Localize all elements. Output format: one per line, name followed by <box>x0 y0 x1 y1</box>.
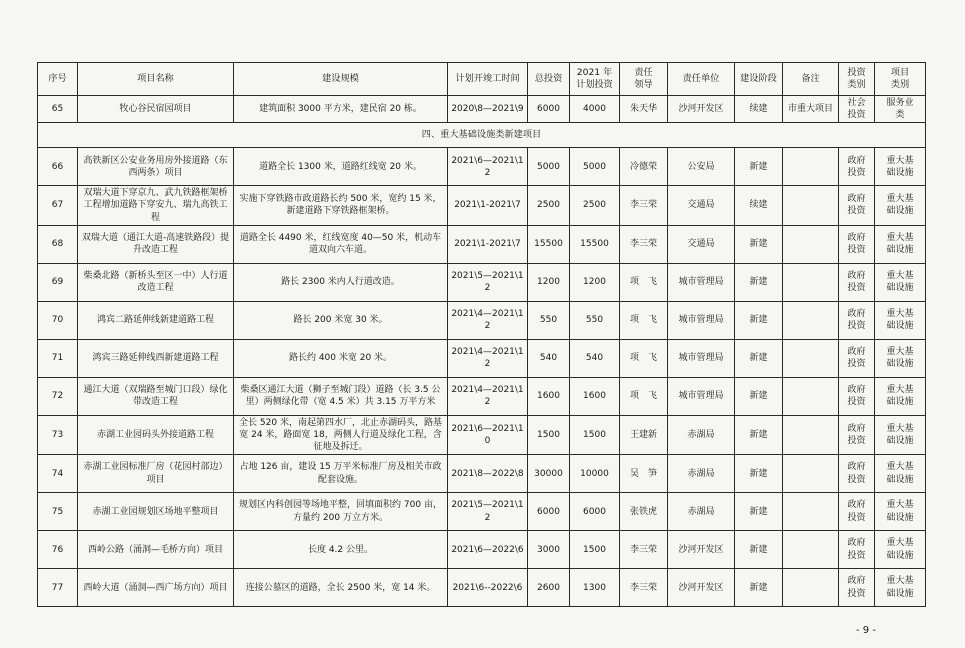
cell-period: 2021\5—2021\12 <box>448 263 528 301</box>
cell-unit: 公安局 <box>668 148 735 186</box>
cell-name: 赤湖工业园标准厂房（花园村部边）项目 <box>78 455 234 493</box>
cell-scale: 实施下穿铁路市政道路长约 500 米，宽约 15 米，新建道路下穿铁路框架桥。 <box>234 186 448 225</box>
cell-note <box>783 377 839 415</box>
cell-leader: 朱天华 <box>620 96 668 123</box>
cell-scale: 路长约 400 米宽 20 米。 <box>234 339 448 377</box>
cell-no: 67 <box>38 186 78 225</box>
cell-no: 68 <box>38 225 78 263</box>
column-header: 建设阶段 <box>735 63 783 96</box>
cell-invest-type: 政府 投资 <box>839 377 875 415</box>
cell-no: 75 <box>38 493 78 531</box>
cell-period: 2021\1-2021\7 <box>448 225 528 263</box>
cell-invest-type: 政府 投资 <box>839 455 875 493</box>
cell-leader: 项 飞 <box>620 377 668 415</box>
table-row <box>38 148 926 186</box>
cell-plan2021: 5000 <box>570 148 620 186</box>
cell-project-type: 重大基 础设施 <box>875 415 926 454</box>
cell-scale: 路长 2300 米内人行道改造。 <box>234 263 448 301</box>
cell-period: 2021\6—2022\6 <box>448 531 528 569</box>
cell-plan2021: 540 <box>570 339 620 377</box>
cell-no: 76 <box>38 531 78 569</box>
cell-invest-type: 政府 投资 <box>839 263 875 301</box>
table-row <box>38 339 926 377</box>
cell-period: 2021\4—2021\12 <box>448 339 528 377</box>
table-row <box>38 531 926 569</box>
cell-total: 1200 <box>528 263 570 301</box>
cell-leader: 张铁虎 <box>620 493 668 531</box>
cell-total: 6000 <box>528 493 570 531</box>
cell-invest-type: 政府 投资 <box>839 339 875 377</box>
cell-leader: 李三荣 <box>620 225 668 263</box>
cell-stage: 新建 <box>735 377 783 415</box>
cell-unit: 城市管理局 <box>668 263 735 301</box>
cell-project-type: 重大基 础设施 <box>875 339 926 377</box>
page-number: - 9 - <box>856 625 876 636</box>
column-header: 项目 类别 <box>875 63 926 96</box>
cell-total: 540 <box>528 339 570 377</box>
column-header: 2021 年 计划投资 <box>570 63 620 96</box>
cell-plan2021: 15500 <box>570 225 620 263</box>
cell-no: 77 <box>38 569 78 607</box>
cell-no: 71 <box>38 339 78 377</box>
column-header: 项目名称 <box>78 63 234 96</box>
cell-invest-type: 政府 投资 <box>839 569 875 607</box>
cell-period: 2021\4—2021\12 <box>448 377 528 415</box>
cell-scale: 连接公墓区的道路，全长 2500 米，宽 14 米。 <box>234 569 448 607</box>
cell-total: 2500 <box>528 186 570 225</box>
cell-scale: 规划区内科创园等场地平整，回填面积约 700 亩，方量约 200 万立方米。 <box>234 493 448 531</box>
cell-plan2021: 1500 <box>570 531 620 569</box>
table-row <box>38 263 926 301</box>
cell-name: 赤湖工业园规划区场地平整项目 <box>78 493 234 531</box>
cell-unit: 沙河开发区 <box>668 569 735 607</box>
table-row <box>38 493 926 531</box>
cell-project-type: 重大基 础设施 <box>875 263 926 301</box>
cell-no: 69 <box>38 263 78 301</box>
cell-project-type: 重大基 础设施 <box>875 377 926 415</box>
cell-leader: 王建新 <box>620 415 668 454</box>
cell-note <box>783 339 839 377</box>
cell-scale: 全长 520 米，南起第四水厂，北止赤湖码头，路基宽 24 米，路面宽 18，两侧人行道及绿化工程，含征地及拆迁。 <box>234 415 448 454</box>
cell-stage: 续建 <box>735 186 783 225</box>
cell-name: 牧心谷民宿园项目 <box>78 96 234 123</box>
cell-total: 1500 <box>528 415 570 454</box>
table-header-row <box>38 63 926 96</box>
cell-stage: 新建 <box>735 225 783 263</box>
cell-name: 西岭大道（涌洞—西广场方向）项目 <box>78 569 234 607</box>
cell-project-type: 服务业 类 <box>875 96 926 123</box>
cell-total: 550 <box>528 301 570 339</box>
table-row <box>38 569 926 607</box>
cell-name: 西岭公路（涌洞—毛桥方向）项目 <box>78 531 234 569</box>
cell-stage: 新建 <box>735 148 783 186</box>
cell-note <box>783 263 839 301</box>
cell-stage: 新建 <box>735 455 783 493</box>
cell-leader: 李三荣 <box>620 569 668 607</box>
cell-unit: 赤湖局 <box>668 455 735 493</box>
cell-invest-type: 政府 投资 <box>839 186 875 225</box>
cell-stage: 新建 <box>735 301 783 339</box>
cell-project-type: 重大基 础设施 <box>875 569 926 607</box>
cell-unit: 沙河开发区 <box>668 96 735 123</box>
cell-leader: 李三荣 <box>620 531 668 569</box>
cell-project-type: 重大基 础设施 <box>875 301 926 339</box>
cell-leader: 项 飞 <box>620 339 668 377</box>
cell-unit: 城市管理局 <box>668 339 735 377</box>
cell-period: 2021\5—2021\12 <box>448 493 528 531</box>
cell-note <box>783 493 839 531</box>
cell-note <box>783 455 839 493</box>
cell-total: 3000 <box>528 531 570 569</box>
cell-plan2021: 10000 <box>570 455 620 493</box>
project-table <box>37 62 926 607</box>
column-header: 总投资 <box>528 63 570 96</box>
cell-plan2021: 1500 <box>570 415 620 454</box>
column-header: 序号 <box>38 63 78 96</box>
column-header: 责任单位 <box>668 63 735 96</box>
cell-invest-type: 政府 投资 <box>839 493 875 531</box>
cell-project-type: 重大基 础设施 <box>875 493 926 531</box>
cell-plan2021: 1600 <box>570 377 620 415</box>
cell-name: 鸿宾三路延伸线西新建道路工程 <box>78 339 234 377</box>
cell-scale: 占地 126 亩，建设 15 万平米标准厂房及相关市政配套设施。 <box>234 455 448 493</box>
cell-name: 双瑞大道下穿京九、武九铁路框架桥工程增加道路下穿安九、瑞九高铁工程 <box>78 186 234 225</box>
cell-no: 66 <box>38 148 78 186</box>
cell-note <box>783 569 839 607</box>
cell-invest-type: 政府 投资 <box>839 301 875 339</box>
section-title: 四、重大基础设施类新建项目 <box>38 123 926 148</box>
cell-project-type: 重大基 础设施 <box>875 455 926 493</box>
cell-plan2021: 6000 <box>570 493 620 531</box>
cell-no: 72 <box>38 377 78 415</box>
cell-plan2021: 4000 <box>570 96 620 123</box>
column-header: 责任 领导 <box>620 63 668 96</box>
cell-project-type: 重大基 础设施 <box>875 225 926 263</box>
cell-unit: 赤湖局 <box>668 493 735 531</box>
column-header: 投资 类别 <box>839 63 875 96</box>
cell-leader: 李三荣 <box>620 186 668 225</box>
cell-total: 15500 <box>528 225 570 263</box>
cell-plan2021: 1200 <box>570 263 620 301</box>
cell-no: 74 <box>38 455 78 493</box>
cell-stage: 新建 <box>735 339 783 377</box>
cell-invest-type: 政府 投资 <box>839 415 875 454</box>
cell-leader: 冷德荣 <box>620 148 668 186</box>
cell-note <box>783 186 839 225</box>
cell-note: 市重大项目 <box>783 96 839 123</box>
cell-invest-type: 社会 投资 <box>839 96 875 123</box>
cell-leader: 项 飞 <box>620 301 668 339</box>
cell-note <box>783 301 839 339</box>
column-header: 备注 <box>783 63 839 96</box>
table-row <box>38 225 926 263</box>
cell-name: 高铁新区公安业务用房外接道路（东西两条）项目 <box>78 148 234 186</box>
section-row <box>38 123 926 148</box>
cell-name: 柴桑北路（新桥头至区一中）人行道改造工程 <box>78 263 234 301</box>
table-row <box>38 455 926 493</box>
cell-period: 2021\6—2021\12 <box>448 148 528 186</box>
cell-invest-type: 政府 投资 <box>839 225 875 263</box>
cell-invest-type: 政府 投资 <box>839 148 875 186</box>
cell-no: 65 <box>38 96 78 123</box>
cell-project-type: 重大基 础设施 <box>875 148 926 186</box>
cell-plan2021: 2500 <box>570 186 620 225</box>
table-row <box>38 415 926 454</box>
cell-period: 2021\8—2022\8 <box>448 455 528 493</box>
cell-leader: 吴 笋 <box>620 455 668 493</box>
cell-scale: 建筑面积 3000 平方米，建民宿 20 栋。 <box>234 96 448 123</box>
cell-unit: 沙河开发区 <box>668 531 735 569</box>
cell-note <box>783 531 839 569</box>
cell-total: 1600 <box>528 377 570 415</box>
cell-scale: 道路全长 1300 米，道路红线宽 20 米。 <box>234 148 448 186</box>
cell-plan2021: 550 <box>570 301 620 339</box>
cell-unit: 交通局 <box>668 186 735 225</box>
cell-stage: 新建 <box>735 263 783 301</box>
cell-period: 2021\1-2021\7 <box>448 186 528 225</box>
cell-total: 2600 <box>528 569 570 607</box>
cell-plan2021: 1300 <box>570 569 620 607</box>
table-row <box>38 377 926 415</box>
cell-period: 2021\6--2022\6 <box>448 569 528 607</box>
column-header: 建设规模 <box>234 63 448 96</box>
cell-leader: 项 飞 <box>620 263 668 301</box>
cell-period: 2021\6—2021\10 <box>448 415 528 454</box>
cell-name: 通江大道（双瑞路至城门口段）绿化带改造工程 <box>78 377 234 415</box>
cell-note <box>783 148 839 186</box>
cell-name: 赤湖工业园码头外接道路工程 <box>78 415 234 454</box>
cell-scale: 道路全长 4490 米，红线宽度 40—50 米，机动车道双向六车道。 <box>234 225 448 263</box>
cell-total: 30000 <box>528 455 570 493</box>
cell-scale: 路长 200 米宽 30 米。 <box>234 301 448 339</box>
cell-stage: 新建 <box>735 531 783 569</box>
cell-name: 鸿宾二路延伸线新建道路工程 <box>78 301 234 339</box>
cell-stage: 新建 <box>735 569 783 607</box>
cell-period: 2021\4—2021\12 <box>448 301 528 339</box>
cell-stage: 新建 <box>735 415 783 454</box>
cell-no: 70 <box>38 301 78 339</box>
cell-period: 2020\8—2021\9 <box>448 96 528 123</box>
cell-unit: 交通局 <box>668 225 735 263</box>
cell-scale: 柴桑区通江大道（狮子至城门段）道路（长 3.5 公里）两侧绿化带（宽 4.5 米）共 3.15 万平方米 <box>234 377 448 415</box>
cell-unit: 城市管理局 <box>668 377 735 415</box>
cell-unit: 城市管理局 <box>668 301 735 339</box>
column-header: 计划开竣工时间 <box>448 63 528 96</box>
cell-stage: 新建 <box>735 493 783 531</box>
table-row <box>38 96 926 123</box>
cell-note <box>783 415 839 454</box>
cell-invest-type: 政府 投资 <box>839 531 875 569</box>
cell-project-type: 重大基 础设施 <box>875 186 926 225</box>
table-row <box>38 301 926 339</box>
cell-note <box>783 225 839 263</box>
cell-total: 6000 <box>528 96 570 123</box>
table-row <box>38 186 926 225</box>
cell-project-type: 重大基 础设施 <box>875 531 926 569</box>
cell-total: 5000 <box>528 148 570 186</box>
cell-stage: 续建 <box>735 96 783 123</box>
cell-name: 双瑞大道（通江大道-高速铁路段）提升改造工程 <box>78 225 234 263</box>
cell-unit: 赤湖局 <box>668 415 735 454</box>
cell-scale: 长度 4.2 公里。 <box>234 531 448 569</box>
cell-no: 73 <box>38 415 78 454</box>
